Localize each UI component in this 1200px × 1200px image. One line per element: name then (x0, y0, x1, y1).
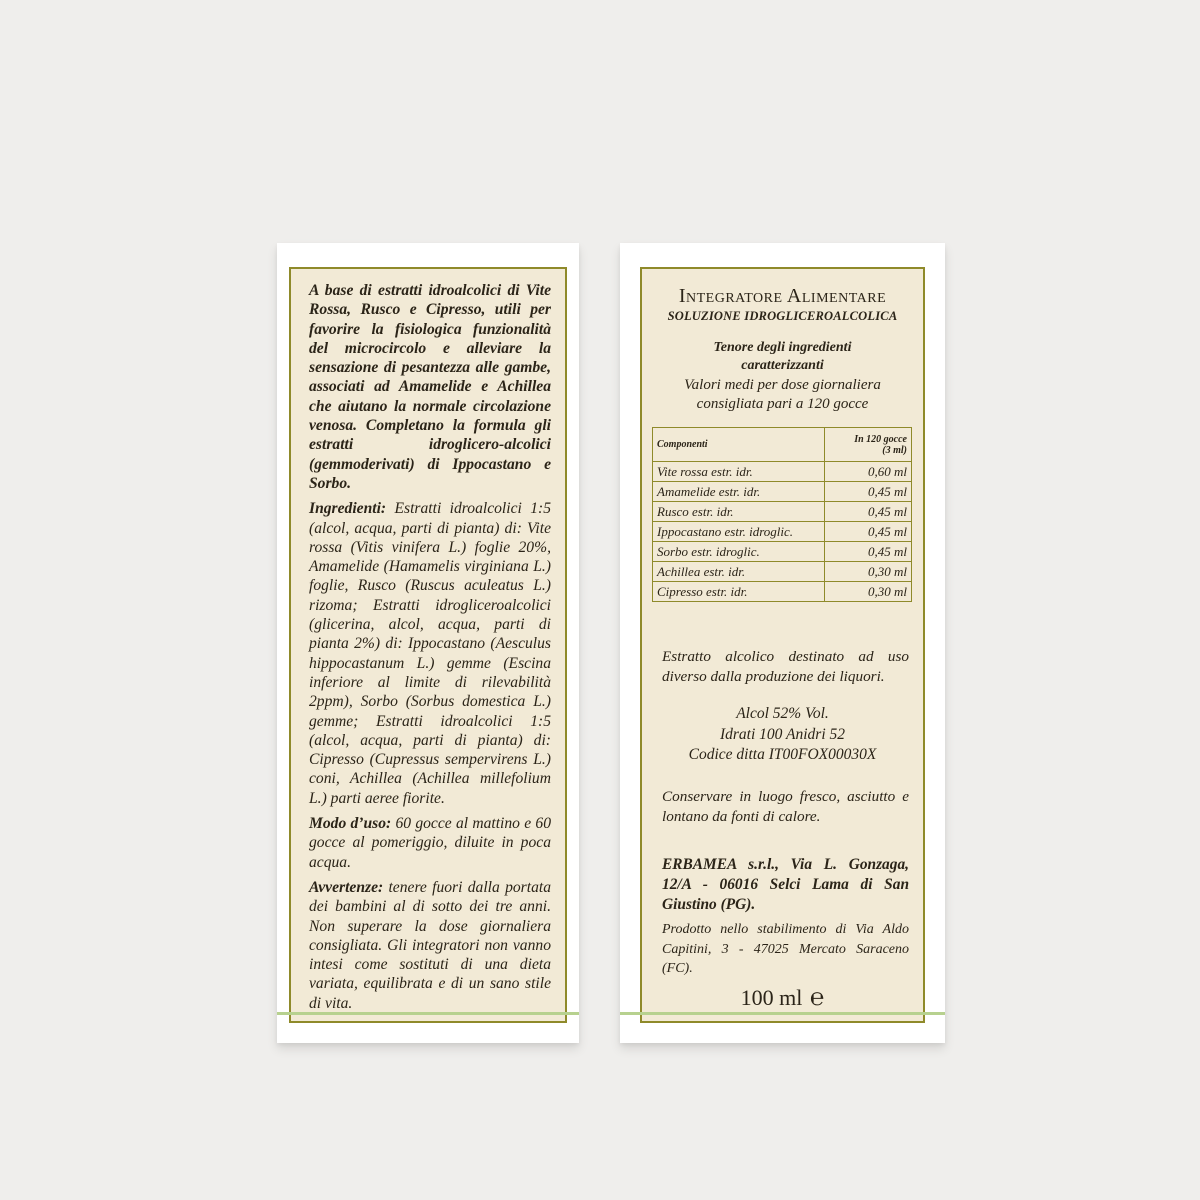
column-header-quantity-line1: In 120 gocce (854, 433, 907, 445)
codice-ditta: Codice ditta IT00FOX00030X (688, 746, 877, 763)
left-label (277, 243, 579, 1043)
component-name: Sorbo estr. idroglic. (653, 542, 825, 562)
alcohol-note: Estratto alcolico destinato ad uso diverso dalla produzione dei liquori. (662, 648, 909, 685)
alcol-volume: Alcol 52% Vol. (736, 705, 829, 722)
component-name: Achillea estr. idr. (653, 562, 825, 582)
product-title: Integratore Alimentare (678, 285, 887, 307)
table-row (653, 542, 912, 562)
use-paragraph (309, 814, 551, 872)
warnings-paragraph (309, 878, 551, 1013)
storage-note: Conservare in luogo fresco, asciutto e lontano da fonti di calore. (662, 788, 909, 825)
component-name: Rusco estr. idr. (653, 502, 825, 522)
estimated-sign-icon: ℮ (809, 985, 825, 1011)
alcohol-info (642, 704, 923, 766)
right-label (620, 243, 945, 1043)
ingredients-paragraph (309, 499, 551, 808)
use-heading: Modo d’uso: (309, 815, 392, 833)
component-name: Vite rossa estr. idr. (653, 462, 825, 482)
production-plant: Prodotto nello stabilimento di Via Aldo Capitini, 3 - 47025 Mercato Saraceno (FC). (662, 922, 909, 976)
volume-value: 100 ml (740, 985, 803, 1010)
use-text: 60 gocce al mattino e 60 gocce al pomeriggio, diluite in poca acqua. (309, 815, 551, 871)
component-name: Cipresso estr. idr. (653, 582, 825, 602)
component-quantity: 0,45 ml (825, 542, 912, 562)
component-name: Amamelide estr. idr. (653, 482, 825, 502)
green-stripe (277, 1012, 579, 1015)
component-name: Ippocastano estr. idroglic. (653, 522, 825, 542)
table-row (653, 522, 912, 542)
ingredients-text: Estratti idroalcolici 1:5 (alcol, acqua, parti di pianta) di: Vite rossa (Vitis vinifera L.) foglie 20%, Amamelide (Hamamelis virginiana L.) foglie, Rusco (Ruscus aculeatus L.) rizoma; Estratti idrogliceroalcolici (glicerina, alcol, acqua, parti di pianta 2%) di: Ippocastano (Aesculus hippocastanum L.) gemme (Escina inferiore al limite di rilevabilità 2ppm), Sorbo (Sorbus domestica L.) gemme; Estratti idroalcolici 1:5 (alcol, acqua, parti di pianta) di: Cipresso (Cupressus sempervirens L.) coni, Achillea (Achillea millefolium L.) parti aeree fiorite. (309, 500, 551, 807)
idrati-anidri: Idrati 100 Anidri 52 (719, 725, 845, 743)
column-header-quantity (825, 428, 912, 462)
column-header-component: Componenti (653, 428, 825, 462)
net-volume (642, 985, 923, 1012)
table-row (653, 502, 912, 522)
green-stripe (620, 1012, 945, 1015)
table-header-row (653, 428, 912, 462)
warnings-heading: Avvertenze: (309, 878, 384, 896)
component-quantity: 0,45 ml (825, 522, 912, 542)
table-row (653, 482, 912, 502)
table-row (653, 582, 912, 602)
valori-text: Valori medi per dose giornaliera consigliata pari a 120 gocce (684, 377, 881, 412)
ingredients-heading: Ingredienti: (309, 500, 387, 518)
component-quantity: 0,30 ml (825, 562, 912, 582)
column-header-quantity-line2: (3 ml) (882, 444, 907, 456)
right-label-panel (640, 267, 925, 1023)
component-quantity: 0,30 ml (825, 582, 912, 602)
components-table (652, 427, 912, 602)
warnings-text: tenere fuori dalla portata dei bambini al di sotto dei tre anni. Non superare la dose giornaliera consigliata. Gli integratori non vanno intesi come sostituti di una dieta variata, equilibrata e di un sano stile di vita. (309, 878, 551, 1012)
intro-paragraph: A base di estratti idroalcolici di Vite Rossa, Rusco e Cipresso, utili per favorire la fisiologica funzionalità del microcircolo e alleviare la sensazione di pesantezza alle gambe, associati ad Amamelide e Achillea che aiutano la normale circolazione venosa. Completano la formula gli estratti idroglicero-alcolici (gemmoderivati) di Ippocastano e Sorbo. (309, 282, 551, 492)
tenore-heading: Tenore degli ingredienti caratterizzanti (713, 340, 852, 373)
component-quantity: 0,45 ml (825, 482, 912, 502)
component-quantity: 0,60 ml (825, 462, 912, 482)
table-row (653, 462, 912, 482)
product-subtitle: SOLUZIONE IDROGLICEROALCOLICA (667, 309, 898, 323)
left-label-panel (289, 267, 567, 1023)
company-address: ERBAMEA s.r.l., Via L. Gonzaga, 12/A - 06016 Selci Lama di San Giustino (PG). (662, 856, 909, 913)
component-quantity: 0,45 ml (825, 502, 912, 522)
table-row (653, 562, 912, 582)
left-label-text (309, 281, 551, 1019)
